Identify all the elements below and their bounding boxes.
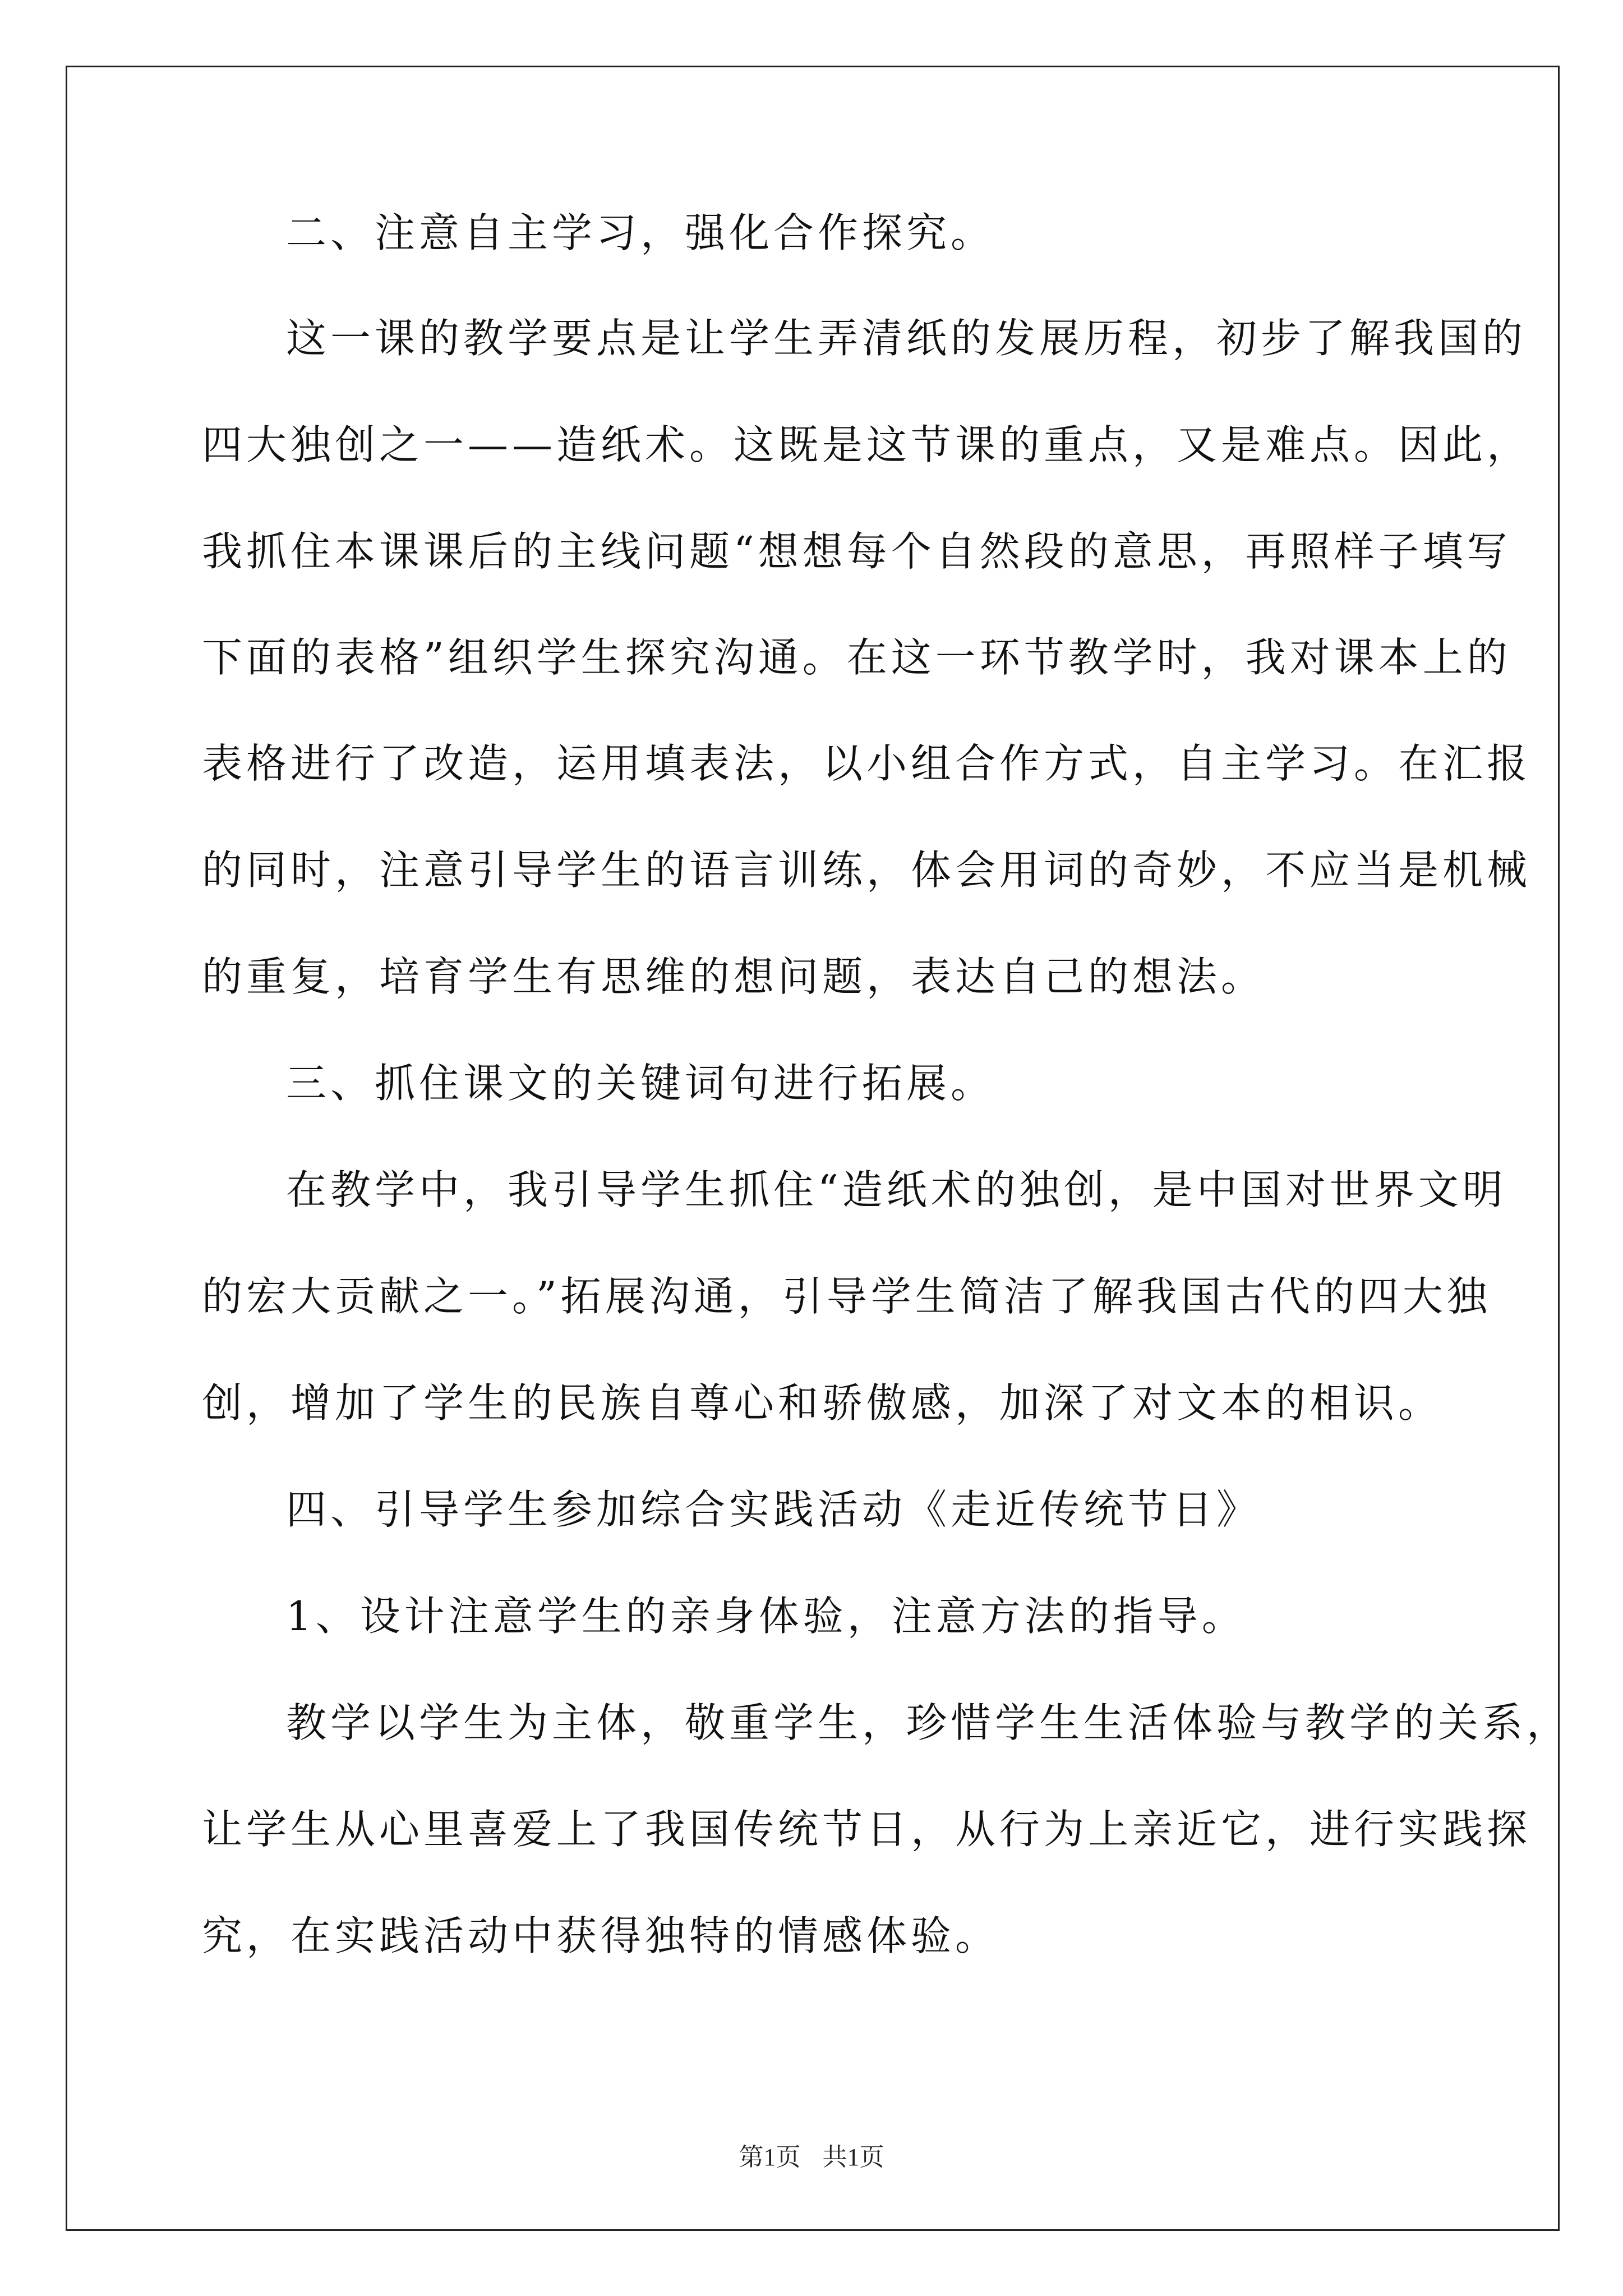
paragraph-line: 的同时，注意引导学生的语言训练，体会用词的奇妙，不应当是机械 [202, 846, 1532, 894]
page-border [66, 66, 1560, 2231]
paragraph-line: 的重复，培育学生有思维的想问题，表达自己的想法。 [202, 953, 1266, 1000]
page-number: 第1页 [739, 2143, 801, 2171]
page-footer [0, 2142, 1623, 2173]
paragraph-line: 究，在实践活动中获得独特的情感体验。 [202, 1912, 1000, 1959]
heading-section-2: 二、注意自主学习，强化合作探究。 [286, 209, 995, 256]
paragraph-line: 的宏大贡献之一。”拓展沟通，引导学生简洁了解我国古代的四大独 [202, 1273, 1491, 1320]
paragraph-line: 四大独创之一——造纸术。这既是这节课的重点，又是难点。因此， [202, 421, 1532, 468]
paragraph-line: 下面的表格”组织学生探究沟通。在这一环节教学时，我对课本上的 [202, 634, 1511, 681]
page-total: 共1页 [822, 2143, 884, 2171]
paragraph-line: 表格进行了改造，运用填表法，以小组合作方式，自主学习。在汇报 [202, 740, 1532, 787]
heading-section-4: 四、引导学生参加综合实践活动《走近传统节日》 [286, 1486, 1261, 1533]
paragraph-line: 教学以学生为主体，敬重学生，珍惜学生生活体验与教学的关系， [286, 1699, 1571, 1746]
paragraph-line: 创，增加了学生的民族自尊心和骄傲感，加深了对文本的相识。 [202, 1379, 1443, 1427]
paragraph-line: 这一课的教学要点是让学生弄清纸的发展历程，初步了解我国的 [286, 315, 1527, 362]
paragraph-line: 我抓住本课课后的主线问题“想想每个自然段的意思，再照样子填写 [202, 528, 1511, 575]
subheading-item-1: 1、设计注意学生的亲身体验，注意方法的指导。 [286, 1593, 1246, 1640]
paragraph-line: 在教学中，我引导学生抓住“造纸术的独创，是中国对世界文明 [286, 1166, 1507, 1213]
heading-section-3: 三、抓住课文的关键词句进行拓展。 [286, 1060, 995, 1107]
paragraph-line: 让学生从心里喜爱上了我国传统节日，从行为上亲近它，进行实践探 [202, 1806, 1532, 1853]
